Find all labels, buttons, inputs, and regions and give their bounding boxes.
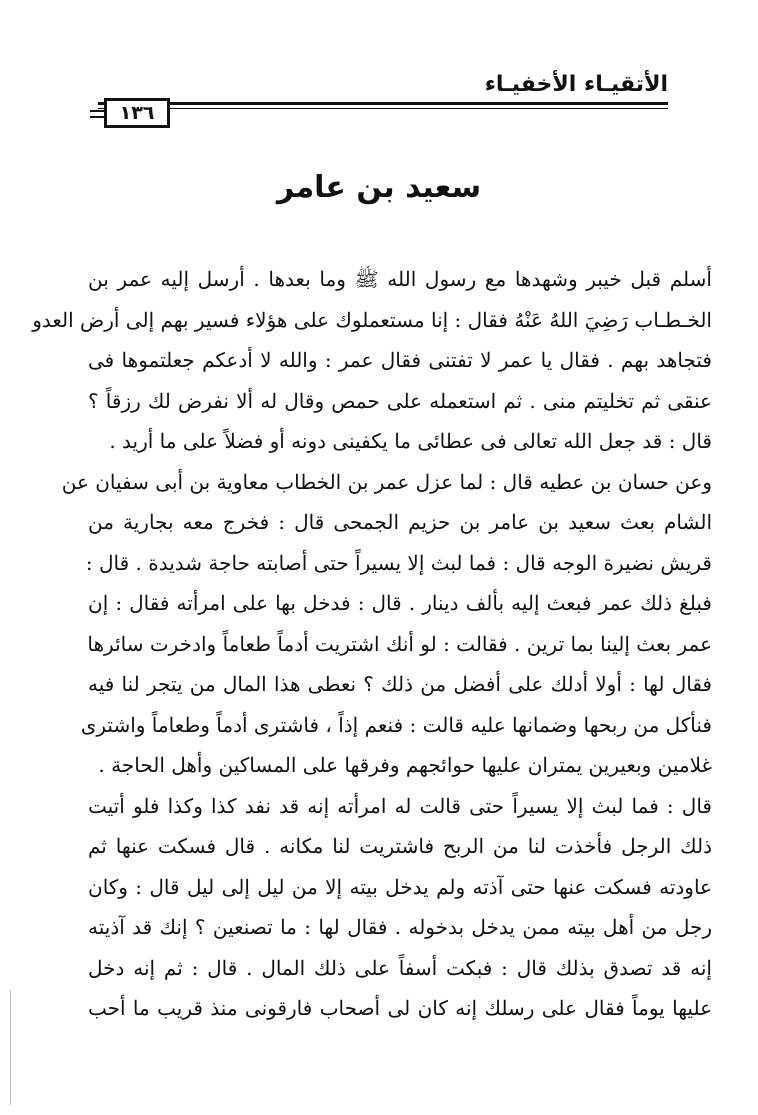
header-rule-stub: [90, 116, 104, 118]
text-line: فتجاهد بهم . فقال يا عمر لا تفتنى فقال عمر : والله لا أدعكم جعلتموها فى: [88, 348, 712, 372]
text-line: الخـطـاب رَضِيَ اللهُ عَنْهُ فقال : إنا مستعملوك على هؤلاء فسير بهم إلى أرض العدو: [32, 307, 712, 332]
header-rule-thin: [98, 108, 668, 109]
text-line: عاودته فسكت عنها حتى آذته ولم يدخل بيته إلا من ليل إلى ليل قال : وكان: [88, 874, 712, 899]
body-text: [32, 259, 712, 1029]
text-line: قال : فما لبث إلا يسيراً حتى قالت له امرأته إنه قد نفد كذا وكذا فلو أتيت: [88, 793, 712, 818]
scan-margin-line: [10, 990, 11, 1105]
text-line: أسلم قبل خيبر وشهدها مع رسول الله ﷺ وما بعدها . أرسل إليه عمر بن: [88, 267, 712, 291]
text-line: رجل من أهل بيته ممن يدخل بدخوله . فقال لها : ما تصنعين ؟ إنك قد آذيته: [88, 915, 712, 939]
text-line: فنأكل من ربحها وضمانها عليه قالت : فنعم إذاً ، فاشترى أدماً وطعاماً واشترى: [80, 712, 712, 737]
text-line: غلامين وبعيرين يمتران عليها حوائجهم وفرقها على المساكين وأهل الحاجة .: [98, 753, 712, 777]
text-line: فبلغ ذلك عمر فبعث إليه بألف دينار . قال : فدخل بها على امرأته فقال : إن: [88, 591, 712, 615]
text-line: إنه قد تصدق بذلك قال : فبكت أسفاً على ذلك المال . قال : ثم إنه دخل: [88, 955, 712, 980]
header-rule-stub: [90, 110, 104, 112]
text-line: عمر بعث إلينا بما ترين . فقالت : لو أنك اشتريت أدماً طعاماً وادخرت سائرها: [87, 631, 712, 656]
page-number: ١٣٦: [104, 98, 170, 128]
text-line: عليها يوماً فقال على رسلك إنه كان لى أصحاب فارقونى منذ قريب ما أحب: [88, 996, 712, 1020]
text-line: قريش نضيرة الوجه قال : فما لبث إلا يسيراً حتى أصابته حاجة شديدة . قال :: [85, 550, 712, 575]
text-line: الشام بعث سعيد بن عامر بن حزيم الجمحى قال : فخرج معه بجارية من: [88, 510, 712, 534]
text-line: ذلك الرجل فأخذت لنا من الربح فاشتريت لنا مكانه . قال فسكت عنها ثم: [88, 834, 712, 858]
header-rule-thick: [98, 102, 668, 105]
text-line: قال : قد جعل الله تعالى فى عطائى ما يكفينى دونه أو فضلاً على ما أريد .: [109, 429, 712, 453]
text-line: عنقى ثم تخليتم منى . ثم استعمله على حمص وقال له ألا نفرض لك رزقاً ؟: [88, 388, 712, 413]
running-head: الأتقيـاء الأخفيـاء: [484, 72, 668, 97]
chapter-title: سعيد بن عامر: [276, 170, 482, 205]
text-line: وعن حسان بن عطيه قال : لما عزل عمر بن الخطاب معاوية بن أبى سفيان عن: [61, 469, 712, 494]
text-line: فقال لها : أولا أدلك على أفضل من ذلك ؟ نعطى هذا المال من يتجر لنا فيه: [88, 672, 712, 696]
